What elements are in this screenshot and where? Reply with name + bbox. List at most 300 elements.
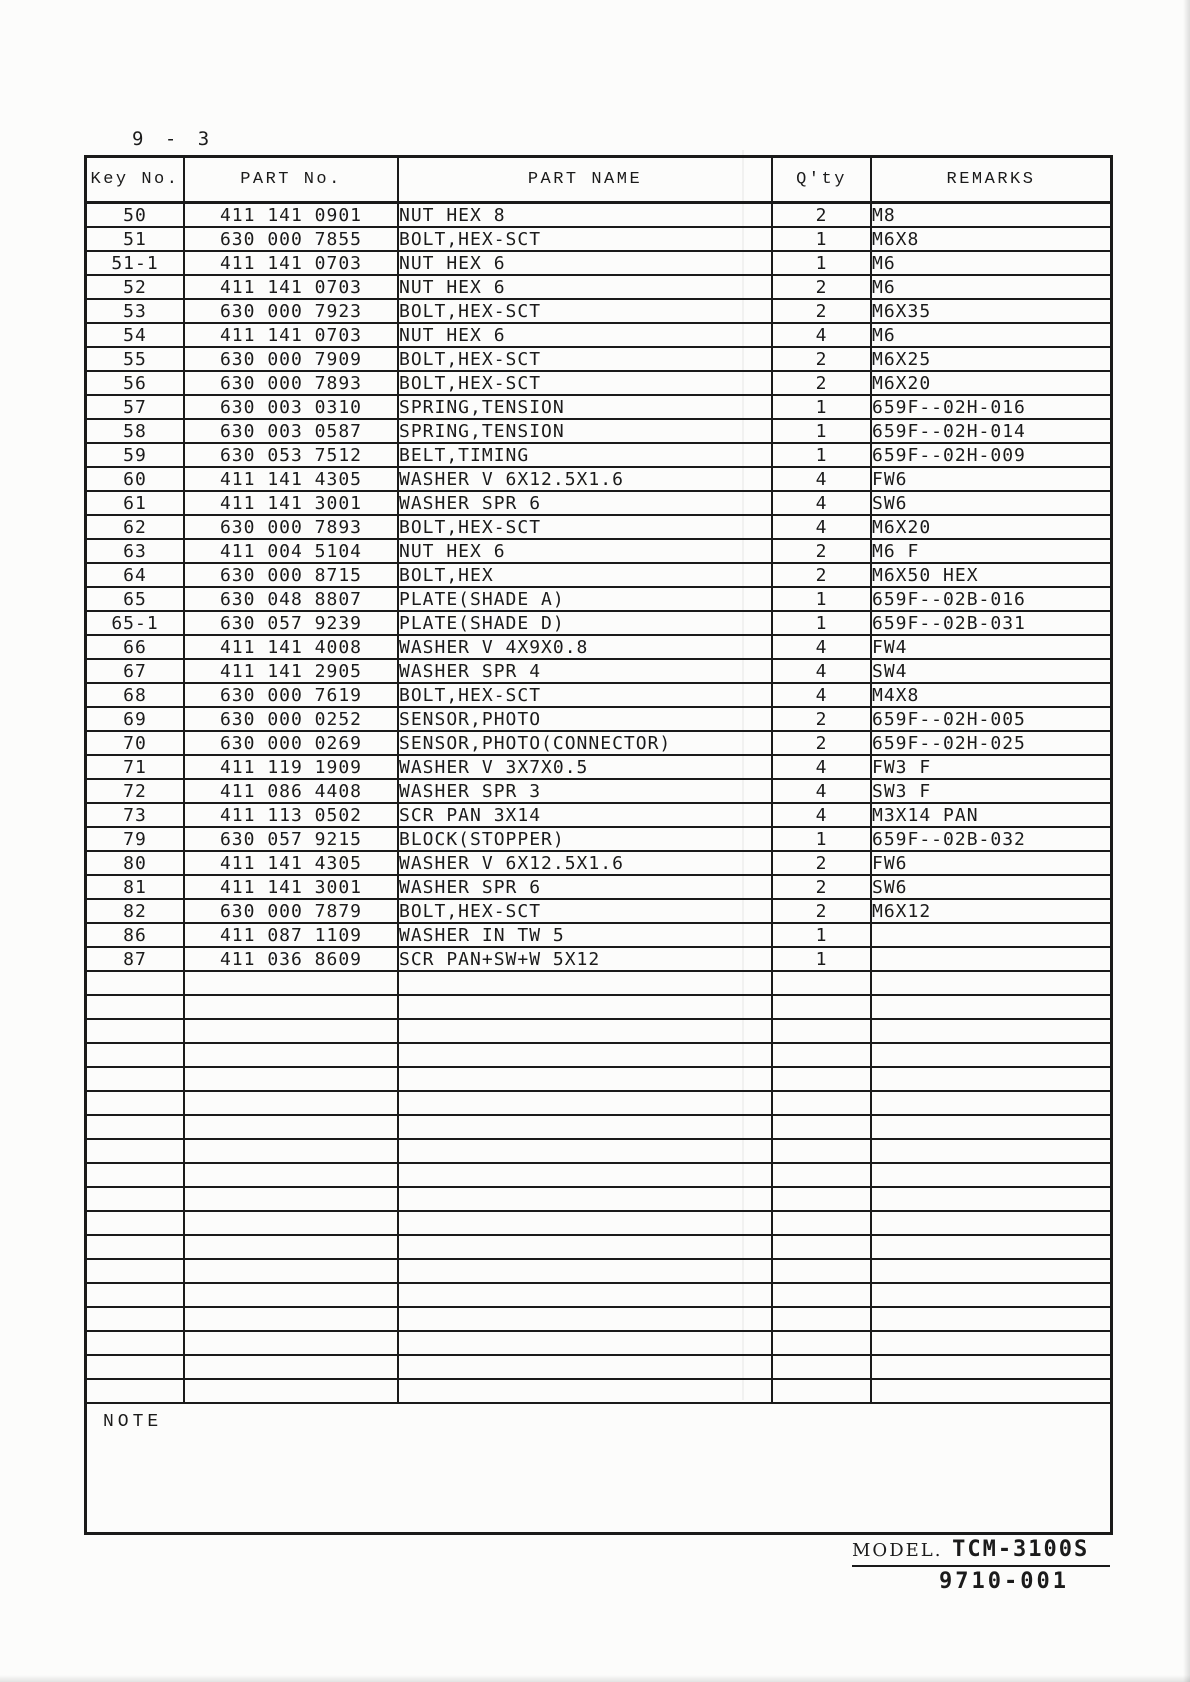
note-label: NOTE bbox=[103, 1412, 163, 1432]
cell-key: 81 bbox=[87, 875, 184, 899]
empty-table-row bbox=[87, 1091, 1110, 1115]
cell-part_no: 411 141 4008 bbox=[184, 635, 398, 659]
empty-cell bbox=[87, 1355, 184, 1379]
cell-part_no: 411 086 4408 bbox=[184, 779, 398, 803]
cell-part_name: WASHER SPR 3 bbox=[398, 779, 772, 803]
cell-part_name: BLOCK(STOPPER) bbox=[398, 827, 772, 851]
cell-part_no: 630 000 0269 bbox=[184, 731, 398, 755]
cell-part_name: BOLT,HEX-SCT bbox=[398, 899, 772, 923]
empty-cell bbox=[398, 1235, 772, 1259]
empty-cell bbox=[772, 1211, 871, 1235]
empty-cell bbox=[871, 1235, 1110, 1259]
cell-qty: 2 bbox=[772, 731, 871, 755]
cell-qty: 2 bbox=[772, 707, 871, 731]
table-row bbox=[87, 827, 1110, 851]
table-row bbox=[87, 467, 1110, 491]
cell-qty: 4 bbox=[772, 323, 871, 347]
empty-cell bbox=[398, 995, 772, 1019]
empty-cell bbox=[184, 1115, 398, 1139]
parts-table bbox=[87, 158, 1110, 1404]
cell-key: 68 bbox=[87, 683, 184, 707]
cell-qty: 2 bbox=[772, 899, 871, 923]
empty-cell bbox=[772, 995, 871, 1019]
cell-part_no: 630 000 7619 bbox=[184, 683, 398, 707]
empty-cell bbox=[772, 1019, 871, 1043]
cell-part_name: NUT HEX 6 bbox=[398, 275, 772, 299]
table-row bbox=[87, 251, 1110, 275]
cell-part_no: 411 141 0703 bbox=[184, 251, 398, 275]
table-row bbox=[87, 659, 1110, 683]
cell-key: 51 bbox=[87, 227, 184, 251]
cell-part_no: 411 087 1109 bbox=[184, 923, 398, 947]
cell-qty: 4 bbox=[772, 755, 871, 779]
cell-qty: 1 bbox=[772, 443, 871, 467]
table-row bbox=[87, 731, 1110, 755]
table-row bbox=[87, 539, 1110, 563]
cell-key: 64 bbox=[87, 563, 184, 587]
cell-part_no: 630 000 7855 bbox=[184, 227, 398, 251]
cell-part_name: WASHER SPR 6 bbox=[398, 875, 772, 899]
cell-part_no: 630 000 7893 bbox=[184, 371, 398, 395]
cell-qty: 2 bbox=[772, 347, 871, 371]
cell-remarks: 659F--02B-031 bbox=[871, 611, 1110, 635]
table-row bbox=[87, 707, 1110, 731]
empty-cell bbox=[871, 1139, 1110, 1163]
model-label: MODEL. bbox=[852, 1540, 943, 1561]
empty-table-row bbox=[87, 1283, 1110, 1307]
cell-qty: 1 bbox=[772, 587, 871, 611]
cell-qty: 2 bbox=[772, 539, 871, 563]
empty-cell bbox=[871, 1187, 1110, 1211]
empty-cell bbox=[184, 1043, 398, 1067]
col-header-qty: Q'ty bbox=[772, 158, 871, 203]
empty-cell bbox=[87, 1211, 184, 1235]
empty-cell bbox=[184, 1139, 398, 1163]
cell-remarks: M6X25 bbox=[871, 347, 1110, 371]
empty-cell bbox=[398, 1307, 772, 1331]
empty-cell bbox=[87, 1091, 184, 1115]
empty-cell bbox=[184, 1283, 398, 1307]
cell-key: 70 bbox=[87, 731, 184, 755]
cell-qty: 1 bbox=[772, 827, 871, 851]
cell-remarks: FW6 bbox=[871, 467, 1110, 491]
empty-cell bbox=[87, 1379, 184, 1403]
empty-table-row bbox=[87, 1331, 1110, 1355]
cell-remarks: M3X14 PAN bbox=[871, 803, 1110, 827]
empty-table-row bbox=[87, 971, 1110, 995]
model-line bbox=[852, 1537, 1110, 1567]
cell-qty: 1 bbox=[772, 419, 871, 443]
cell-qty: 1 bbox=[772, 947, 871, 971]
cell-part_name: NUT HEX 8 bbox=[398, 203, 772, 228]
cell-key: 55 bbox=[87, 347, 184, 371]
empty-cell bbox=[398, 1043, 772, 1067]
empty-cell bbox=[871, 1283, 1110, 1307]
cell-key: 59 bbox=[87, 443, 184, 467]
cell-remarks: 659F--02H-014 bbox=[871, 419, 1110, 443]
cell-key: 54 bbox=[87, 323, 184, 347]
empty-table-row bbox=[87, 995, 1110, 1019]
cell-part_name: BOLT,HEX-SCT bbox=[398, 683, 772, 707]
cell-remarks bbox=[871, 923, 1110, 947]
cell-part_name: WASHER V 6X12.5X1.6 bbox=[398, 467, 772, 491]
cell-qty: 2 bbox=[772, 851, 871, 875]
cell-part_name: WASHER SPR 4 bbox=[398, 659, 772, 683]
empty-cell bbox=[772, 1331, 871, 1355]
table-row bbox=[87, 851, 1110, 875]
cell-key: 51-1 bbox=[87, 251, 184, 275]
empty-cell bbox=[871, 1067, 1110, 1091]
scan-edge-right bbox=[1183, 0, 1190, 1682]
cell-qty: 4 bbox=[772, 491, 871, 515]
empty-cell bbox=[87, 1283, 184, 1307]
table-row bbox=[87, 227, 1110, 251]
cell-part_no: 630 000 7893 bbox=[184, 515, 398, 539]
table-row bbox=[87, 683, 1110, 707]
cell-key: 73 bbox=[87, 803, 184, 827]
cell-remarks: M6 bbox=[871, 251, 1110, 275]
col-header-part-name: PART NAME bbox=[398, 158, 772, 203]
table-row bbox=[87, 563, 1110, 587]
empty-cell bbox=[398, 1019, 772, 1043]
cell-part_name: PLATE(SHADE A) bbox=[398, 587, 772, 611]
empty-cell bbox=[772, 1283, 871, 1307]
cell-part_no: 411 113 0502 bbox=[184, 803, 398, 827]
table-row bbox=[87, 947, 1110, 971]
cell-key: 58 bbox=[87, 419, 184, 443]
table-row bbox=[87, 275, 1110, 299]
cell-part_no: 411 141 4305 bbox=[184, 851, 398, 875]
empty-cell bbox=[184, 1235, 398, 1259]
empty-cell bbox=[772, 1067, 871, 1091]
cell-part_name: BOLT,HEX-SCT bbox=[398, 227, 772, 251]
col-header-key-no: Key No. bbox=[87, 158, 184, 203]
cell-key: 65 bbox=[87, 587, 184, 611]
cell-part_name: WASHER V 6X12.5X1.6 bbox=[398, 851, 772, 875]
cell-part_no: 411 141 3001 bbox=[184, 875, 398, 899]
empty-cell bbox=[87, 1187, 184, 1211]
cell-remarks: M6 F bbox=[871, 539, 1110, 563]
table-row bbox=[87, 371, 1110, 395]
cell-part_no: 630 000 7923 bbox=[184, 299, 398, 323]
cell-remarks: M6 bbox=[871, 275, 1110, 299]
cell-remarks: M6X35 bbox=[871, 299, 1110, 323]
table-row bbox=[87, 803, 1110, 827]
cell-remarks: M8 bbox=[871, 203, 1110, 228]
cell-part_no: 411 036 8609 bbox=[184, 947, 398, 971]
table-row bbox=[87, 419, 1110, 443]
cell-key: 62 bbox=[87, 515, 184, 539]
empty-cell bbox=[772, 1259, 871, 1283]
cell-part_name: SCR PAN 3X14 bbox=[398, 803, 772, 827]
empty-cell bbox=[772, 1115, 871, 1139]
empty-cell bbox=[184, 1211, 398, 1235]
empty-cell bbox=[772, 1307, 871, 1331]
empty-cell bbox=[184, 1187, 398, 1211]
cell-qty: 2 bbox=[772, 275, 871, 299]
cell-key: 71 bbox=[87, 755, 184, 779]
empty-cell bbox=[184, 1379, 398, 1403]
empty-cell bbox=[871, 1259, 1110, 1283]
cell-key: 57 bbox=[87, 395, 184, 419]
cell-qty: 1 bbox=[772, 395, 871, 419]
cell-remarks: M6X20 bbox=[871, 371, 1110, 395]
empty-cell bbox=[398, 971, 772, 995]
table-row bbox=[87, 899, 1110, 923]
cell-qty: 2 bbox=[772, 875, 871, 899]
cell-part_no: 411 141 4305 bbox=[184, 467, 398, 491]
scan-edge-bottom bbox=[0, 1675, 1190, 1682]
empty-cell bbox=[871, 1163, 1110, 1187]
cell-part_no: 411 141 0703 bbox=[184, 275, 398, 299]
cell-part_no: 630 048 8807 bbox=[184, 587, 398, 611]
cell-part_no: 630 000 7909 bbox=[184, 347, 398, 371]
cell-key: 65-1 bbox=[87, 611, 184, 635]
empty-table-row bbox=[87, 1043, 1110, 1067]
table-row bbox=[87, 491, 1110, 515]
cell-remarks: FW3 F bbox=[871, 755, 1110, 779]
empty-cell bbox=[184, 971, 398, 995]
table-row bbox=[87, 779, 1110, 803]
empty-table-row bbox=[87, 1211, 1110, 1235]
table-row bbox=[87, 923, 1110, 947]
cell-remarks: SW3 F bbox=[871, 779, 1110, 803]
cell-part_name: SPRING,TENSION bbox=[398, 419, 772, 443]
cell-qty: 4 bbox=[772, 779, 871, 803]
cell-qty: 1 bbox=[772, 251, 871, 275]
cell-remarks: M4X8 bbox=[871, 683, 1110, 707]
cell-qty: 4 bbox=[772, 683, 871, 707]
table-row bbox=[87, 347, 1110, 371]
empty-cell bbox=[87, 995, 184, 1019]
parts-table-frame bbox=[84, 155, 1113, 1535]
cell-remarks bbox=[871, 947, 1110, 971]
empty-cell bbox=[398, 1187, 772, 1211]
empty-cell bbox=[871, 1307, 1110, 1331]
empty-cell bbox=[398, 1259, 772, 1283]
empty-cell bbox=[87, 1043, 184, 1067]
cell-part_no: 630 053 7512 bbox=[184, 443, 398, 467]
cell-qty: 2 bbox=[772, 563, 871, 587]
empty-cell bbox=[871, 995, 1110, 1019]
cell-remarks: 659F--02B-032 bbox=[871, 827, 1110, 851]
cell-part_name: NUT HEX 6 bbox=[398, 251, 772, 275]
cell-part_name: BOLT,HEX-SCT bbox=[398, 347, 772, 371]
cell-remarks: M6X12 bbox=[871, 899, 1110, 923]
empty-cell bbox=[398, 1331, 772, 1355]
cell-part_name: SCR PAN+SW+W 5X12 bbox=[398, 947, 772, 971]
cell-part_name: WASHER V 4X9X0.8 bbox=[398, 635, 772, 659]
empty-cell bbox=[772, 1091, 871, 1115]
empty-cell bbox=[184, 1331, 398, 1355]
empty-cell bbox=[398, 1355, 772, 1379]
cell-part_no: 630 057 9239 bbox=[184, 611, 398, 635]
empty-cell bbox=[184, 1091, 398, 1115]
cell-qty: 4 bbox=[772, 659, 871, 683]
cell-qty: 2 bbox=[772, 299, 871, 323]
cell-key: 79 bbox=[87, 827, 184, 851]
table-row bbox=[87, 443, 1110, 467]
cell-remarks: M6X50 HEX bbox=[871, 563, 1110, 587]
empty-cell bbox=[87, 1259, 184, 1283]
empty-cell bbox=[184, 1307, 398, 1331]
empty-cell bbox=[871, 1115, 1110, 1139]
cell-key: 50 bbox=[87, 203, 184, 228]
cell-part_name: BOLT,HEX-SCT bbox=[398, 515, 772, 539]
empty-cell bbox=[398, 1379, 772, 1403]
cell-qty: 4 bbox=[772, 467, 871, 491]
cell-key: 72 bbox=[87, 779, 184, 803]
empty-table-row bbox=[87, 1235, 1110, 1259]
empty-cell bbox=[398, 1091, 772, 1115]
cell-part_name: BOLT,HEX bbox=[398, 563, 772, 587]
table-row bbox=[87, 611, 1110, 635]
empty-cell bbox=[871, 1331, 1110, 1355]
cell-part_no: 411 004 5104 bbox=[184, 539, 398, 563]
cell-part_no: 411 141 3001 bbox=[184, 491, 398, 515]
cell-qty: 1 bbox=[772, 923, 871, 947]
cell-part_no: 411 141 0703 bbox=[184, 323, 398, 347]
empty-cell bbox=[772, 1043, 871, 1067]
cell-remarks: M6 bbox=[871, 323, 1110, 347]
cell-qty: 4 bbox=[772, 635, 871, 659]
cell-part_no: 630 057 9215 bbox=[184, 827, 398, 851]
cell-part_name: BOLT,HEX-SCT bbox=[398, 299, 772, 323]
cell-part_name: WASHER IN TW 5 bbox=[398, 923, 772, 947]
cell-key: 53 bbox=[87, 299, 184, 323]
cell-part_no: 630 003 0587 bbox=[184, 419, 398, 443]
empty-cell bbox=[398, 1211, 772, 1235]
cell-qty: 1 bbox=[772, 227, 871, 251]
empty-cell bbox=[184, 1019, 398, 1043]
cell-part_name: WASHER SPR 6 bbox=[398, 491, 772, 515]
empty-cell bbox=[772, 1187, 871, 1211]
cell-key: 60 bbox=[87, 467, 184, 491]
empty-cell bbox=[184, 995, 398, 1019]
empty-cell bbox=[871, 971, 1110, 995]
col-header-remarks: REMARKS bbox=[871, 158, 1110, 203]
empty-table-row bbox=[87, 1019, 1110, 1043]
empty-cell bbox=[398, 1163, 772, 1187]
cell-qty: 4 bbox=[772, 803, 871, 827]
table-row bbox=[87, 635, 1110, 659]
empty-cell bbox=[871, 1019, 1110, 1043]
cell-key: 86 bbox=[87, 923, 184, 947]
empty-cell bbox=[871, 1043, 1110, 1067]
empty-cell bbox=[772, 971, 871, 995]
empty-table-row bbox=[87, 1139, 1110, 1163]
cell-qty: 4 bbox=[772, 515, 871, 539]
cell-remarks: SW6 bbox=[871, 875, 1110, 899]
cell-part_name: PLATE(SHADE D) bbox=[398, 611, 772, 635]
empty-cell bbox=[87, 1019, 184, 1043]
empty-cell bbox=[87, 1307, 184, 1331]
cell-part_name: WASHER V 3X7X0.5 bbox=[398, 755, 772, 779]
table-row bbox=[87, 299, 1110, 323]
cell-part_name: BELT,TIMING bbox=[398, 443, 772, 467]
page-number: 9 - 3 bbox=[132, 128, 215, 150]
empty-table-row bbox=[87, 1187, 1110, 1211]
cell-part_no: 630 000 8715 bbox=[184, 563, 398, 587]
empty-cell bbox=[398, 1139, 772, 1163]
empty-cell bbox=[871, 1379, 1110, 1403]
cell-part_no: 411 141 0901 bbox=[184, 203, 398, 228]
col-header-part-no: PART No. bbox=[184, 158, 398, 203]
cell-part_no: 630 003 0310 bbox=[184, 395, 398, 419]
empty-table-row bbox=[87, 1115, 1110, 1139]
cell-qty: 1 bbox=[772, 611, 871, 635]
model-value: TCM-3100S bbox=[952, 1537, 1090, 1562]
empty-table-row bbox=[87, 1307, 1110, 1331]
cell-part_name: NUT HEX 6 bbox=[398, 539, 772, 563]
table-row bbox=[87, 755, 1110, 779]
empty-cell bbox=[87, 1235, 184, 1259]
empty-cell bbox=[772, 1355, 871, 1379]
table-row bbox=[87, 875, 1110, 899]
empty-cell bbox=[871, 1355, 1110, 1379]
cell-part_name: SENSOR,PHOTO bbox=[398, 707, 772, 731]
empty-cell bbox=[871, 1091, 1110, 1115]
cell-key: 82 bbox=[87, 899, 184, 923]
empty-cell bbox=[871, 1211, 1110, 1235]
cell-remarks: SW6 bbox=[871, 491, 1110, 515]
table-row bbox=[87, 323, 1110, 347]
cell-part_name: BOLT,HEX-SCT bbox=[398, 371, 772, 395]
cell-remarks: SW4 bbox=[871, 659, 1110, 683]
empty-table-row bbox=[87, 1163, 1110, 1187]
cell-remarks: FW6 bbox=[871, 851, 1110, 875]
cell-remarks: FW4 bbox=[871, 635, 1110, 659]
cell-key: 63 bbox=[87, 539, 184, 563]
cell-part_no: 411 141 2905 bbox=[184, 659, 398, 683]
empty-cell bbox=[87, 1139, 184, 1163]
table-row bbox=[87, 587, 1110, 611]
cell-part_name: NUT HEX 6 bbox=[398, 323, 772, 347]
empty-cell bbox=[398, 1115, 772, 1139]
cell-remarks: 659F--02H-005 bbox=[871, 707, 1110, 731]
cell-part_name: SPRING,TENSION bbox=[398, 395, 772, 419]
empty-cell bbox=[87, 1331, 184, 1355]
cell-key: 66 bbox=[87, 635, 184, 659]
empty-cell bbox=[184, 1067, 398, 1091]
cell-key: 80 bbox=[87, 851, 184, 875]
cell-key: 87 bbox=[87, 947, 184, 971]
cell-key: 56 bbox=[87, 371, 184, 395]
empty-cell bbox=[184, 1259, 398, 1283]
cell-key: 61 bbox=[87, 491, 184, 515]
doc-number: 9710-001 bbox=[939, 1569, 1069, 1594]
cell-qty: 2 bbox=[772, 371, 871, 395]
cell-remarks: M6X8 bbox=[871, 227, 1110, 251]
footer bbox=[852, 1537, 1110, 1594]
empty-table-row bbox=[87, 1067, 1110, 1091]
empty-table-row bbox=[87, 1379, 1110, 1403]
cell-key: 67 bbox=[87, 659, 184, 683]
cell-part_no: 630 000 7879 bbox=[184, 899, 398, 923]
empty-table-row bbox=[87, 1355, 1110, 1379]
empty-cell bbox=[184, 1355, 398, 1379]
cell-remarks: 659F--02H-009 bbox=[871, 443, 1110, 467]
cell-part_no: 630 000 0252 bbox=[184, 707, 398, 731]
cell-part_name: SENSOR,PHOTO(CONNECTOR) bbox=[398, 731, 772, 755]
cell-qty: 2 bbox=[772, 203, 871, 228]
cell-key: 52 bbox=[87, 275, 184, 299]
table-row bbox=[87, 395, 1110, 419]
empty-cell bbox=[398, 1283, 772, 1307]
table-row bbox=[87, 515, 1110, 539]
empty-cell bbox=[772, 1139, 871, 1163]
cell-remarks: 659F--02H-025 bbox=[871, 731, 1110, 755]
